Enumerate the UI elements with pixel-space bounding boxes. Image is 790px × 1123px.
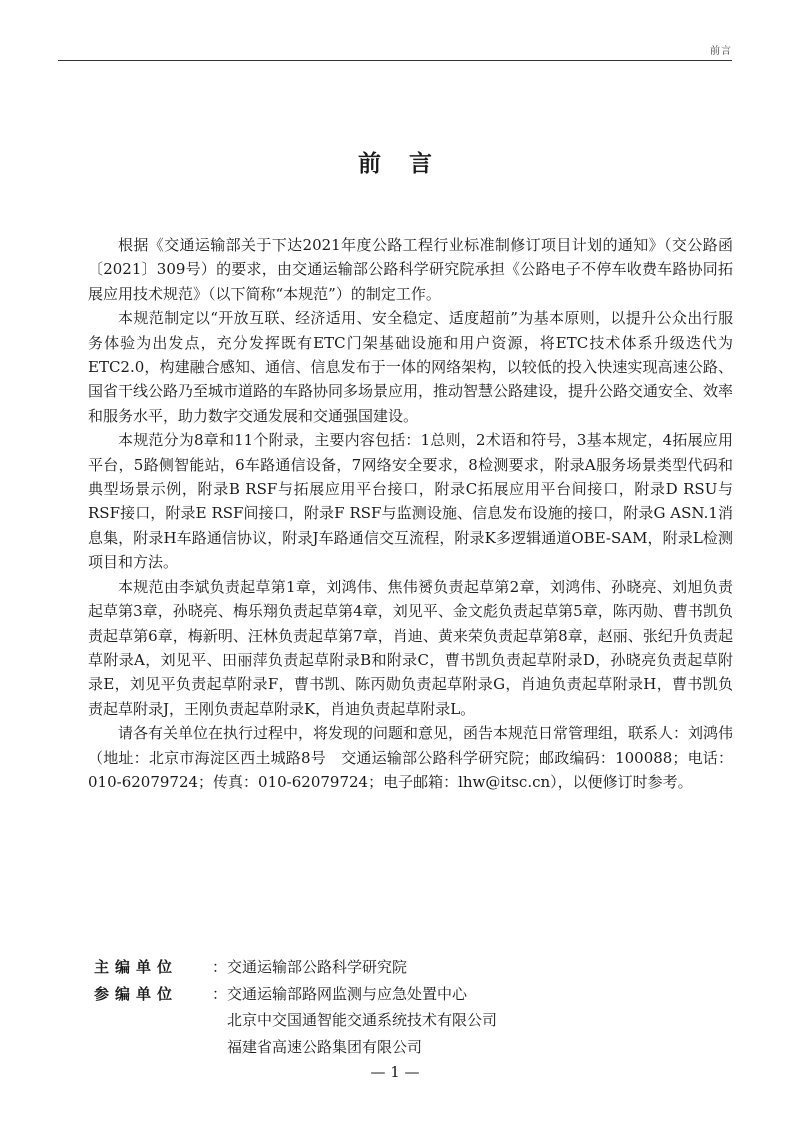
- chief-editor-label: 主编单位: [94, 958, 179, 976]
- header-rule: [58, 60, 732, 61]
- chief-editor-separator: ：: [212, 958, 228, 976]
- body-text: [88, 233, 733, 794]
- page-title: 前言: [358, 151, 460, 177]
- chief-editor-row: [94, 954, 734, 981]
- chief-editor-units: [227, 954, 734, 981]
- chief-unit: 交通运输部公路科学研究院: [227, 958, 408, 976]
- page-number: — 1 —: [370, 1063, 420, 1081]
- paragraph-structure: 本规范分为8章和11个附录，主要内容包括：1总则，2术语和符号，3基本规定，4拓展应用平台，5路侧智能站，6车路通信设备，7网络安全要求，8检测要求，附录A服务场景类型代码和典型场景示例，附录B RSF与拓展应用平台接口，附录C拓展应用平台间接口，附录D RSU与RSF接口，附录E RSF间接口，附录F RSF与监测设施、信息发布设施的接口，附录G ASN.1消息集，附录H车路通信协议，附录J车路通信交互流程，附录K多逻辑通道OBE-SAM，附录L检测项目和方法。: [88, 431, 733, 572]
- paragraph-authors: 本规范由李斌负责起草第1章，刘鸿伟、焦伟赟负责起草第2章，刘鸿伟、孙晓亮、刘旭负责起草第3章，孙晓亮、梅乐翔负责起草第4章，刘见平、金文彪负责起草第5章，陈丙勋、曹书凯负责起草第6章，梅新明、汪林负责起草第7章，肖迪、黄来荣负责起草第8章，赵丽、张纪升负责起草附录A，刘见平、田丽萍负责起草附录B和附录C，曹书凯负责起草附录D，孙晓亮负责起草附录E，刘见平负责起草附录F，曹书凯、陈丙勋负责起草附录G，肖迪负责起草附录H，曹书凯负责起草附录J，王刚负责起草附录K，肖迪负责起草附录L。: [88, 577, 733, 718]
- participant-units: [227, 981, 734, 1061]
- participant-unit: 北京中交国通智能交通系统技术有限公司: [227, 1011, 498, 1029]
- participant-separator: ：: [212, 984, 228, 1003]
- participant-label: 参编单位: [94, 984, 179, 1003]
- participant-unit: 福建省高速公路集团有限公司: [227, 1037, 423, 1056]
- running-header: 前言: [710, 46, 732, 57]
- contributors-block: [94, 954, 734, 1060]
- paragraph-principles: 本规范制定以“开放互联、经济适用、安全稳定、适度超前”为基本原则，以提升公众出行服务体验为出发点，充分发挥既有ETC门架基础设施和用户资源，将ETC技术体系升级迭代为ETC2.0，构建融合感知、通信、信息发布于一体的网络架构，以较低的投入快速实现高速公路、国省干线公路乃至城市道路的车路协同多场景应用，推动智慧公路建设，提升公路交通安全、效率和服务水平，助力数字交通发展和交通强国建设。: [88, 309, 734, 425]
- participant-unit: 交通运输部路网监测与应急处置中心: [227, 984, 468, 1003]
- paragraph-contact: 请各有关单位在执行过程中，将发现的问题和意见，函告本规范日常管理组，联系人：刘鸿伟（地址：北京市海淀区西土城路8号 交通运输部公路科学研究院；邮政编码：100088；电话：010-62079724；传真：010-62079724；电子邮箱：lhw@itsc.cn），以便修订时参考。: [88, 724, 734, 791]
- participant-row: [94, 981, 734, 1061]
- paragraph-background: 根据《交通运输部关于下达2021年度公路工程行业标准制修订项目计划的通知》（交公路函〔2021〕309号）的要求，由交通运输部公路科学研究院承担《公路电子不停车收费车路协同拓展应用技术规范》（以下简称“本规范”）的制定工作。: [88, 236, 733, 303]
